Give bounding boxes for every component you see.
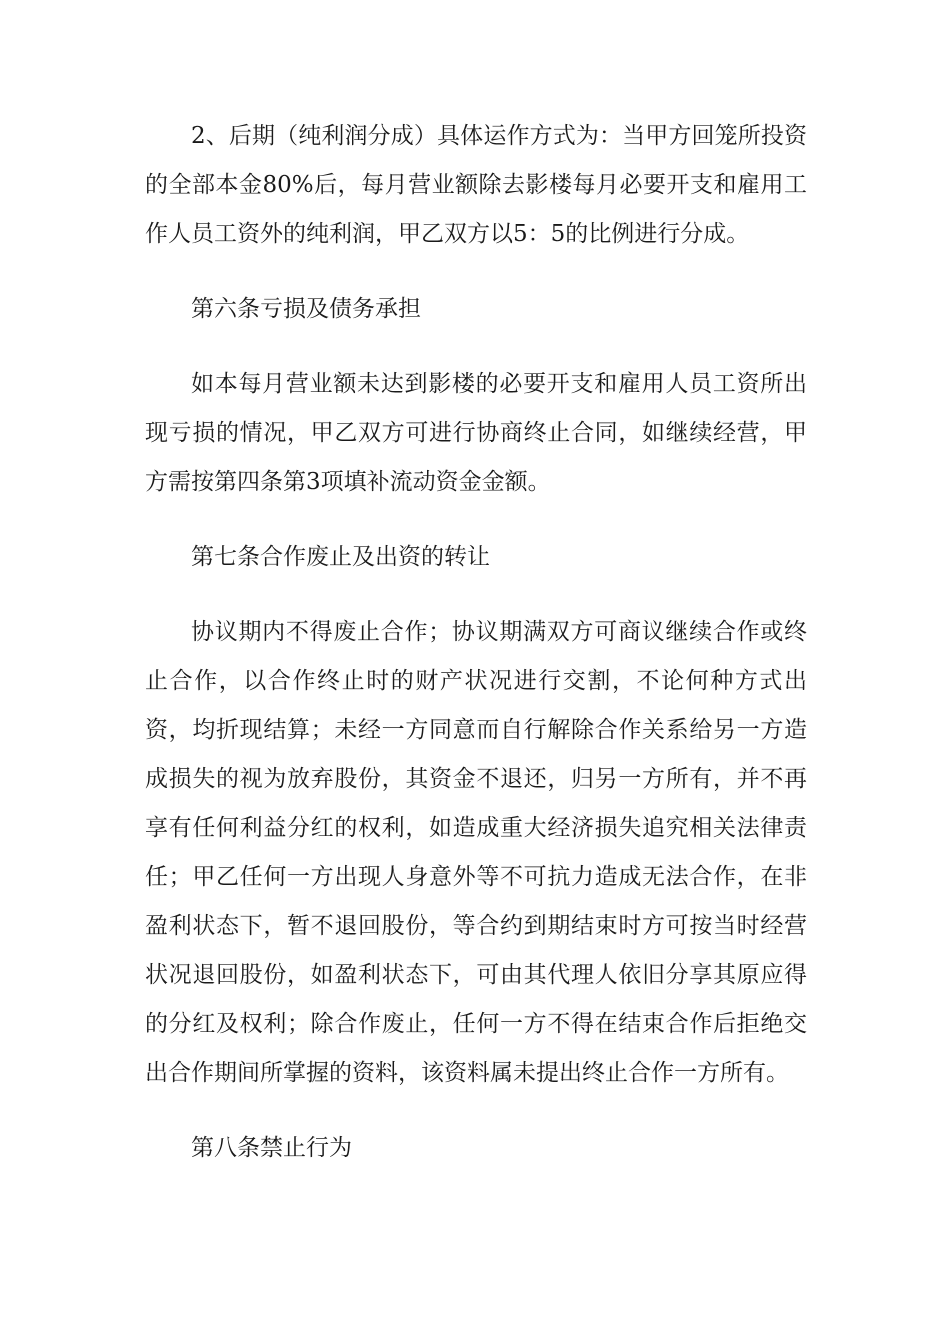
paragraph-profit-sharing: 2、后期（纯利润分成）具体运作方式为：当甲方回笼所投资的全部本金80%后，每月营业额除去影楼每月必要开支和雇用工作人员工资外的纯利润，甲乙双方以5：5的比例进行分成。 [145,123,807,247]
document-body [145,112,807,1199]
heading-article-8: 第八条禁止行为 [191,1135,352,1161]
paragraph-losses: 如本每月营业额未达到影楼的必要开支和雇用人员工资所出现亏损的情况，甲乙双方可进行协商终止合同，如继续经营，甲方需按第四条第3项填补流动资金金额。 [145,371,807,495]
heading-article-7: 第七条合作废止及出资的转让 [191,544,490,570]
heading-article-6: 第六条亏损及债务承担 [191,296,421,322]
paragraph-termination: 协议期内不得废止合作；协议期满双方可商议继续合作或终止合作，以合作终止时的财产状况进行交割，不论何种方式出资，均折现结算；未经一方同意而自行解除合作关系给另一方造成损失的视为放弃股份，其资金不退还，归另一方所有，并不再享有任何利益分红的权利，如造成重大经济损失追究相关法律责任；甲乙任何一方出现人身意外等不可抗力造成无法合作，在非盈利状态下，暂不退回股份，等合约到期结束时方可按当时经营状况退回股份，如盈利状态下，可由其代理人依旧分享其原应得的分红及权利；除合作废止，任何一方不得在结束合作后拒绝交出合作期间所掌握的资料，该资料属未提出终止合作一方所有。 [145,619,807,1086]
